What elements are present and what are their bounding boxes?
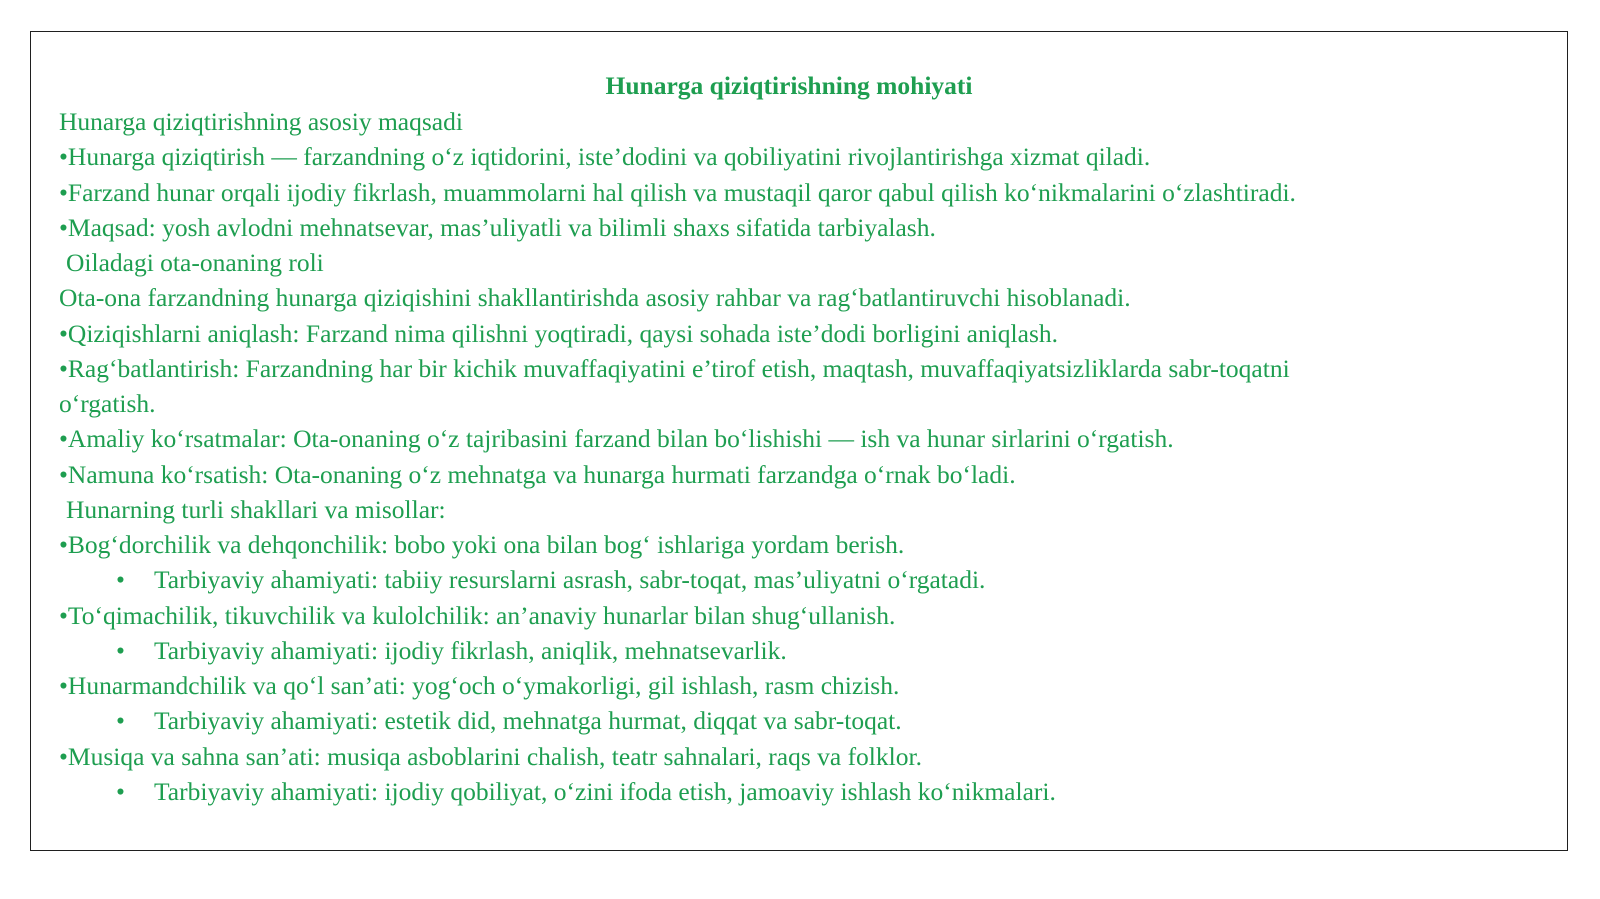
- craft-item-2: •To‘qimachilik, tikuvchilik va kulolchilik: an’anaviy hunarlar bilan shug‘ullanish.: [59, 600, 896, 630]
- parents-role-bullet-1: •Qiziqishlarni aniqlash: Farzand nima qilishni yoqtiradi, qaysi sohada iste’dodi borligini aniqlash.: [59, 318, 1059, 348]
- craft-item-1: •Bog‘dorchilik va dehqonchilik: bobo yoki ona bilan bog‘ ishlariga yordam berish.: [59, 530, 905, 559]
- slide-content: [59, 68, 1519, 809]
- goal-bullet-2: •Farzand hunar orqali ijodiy fikrlash, muammolarni hal qilish va mustaqil qaror qabul qilish ko‘nikmalarini o‘zlashtiradi.: [59, 177, 1296, 207]
- craft-item-1-sub: [59, 562, 1519, 597]
- section-heading-craft-forms: Hunarning turli shakllari va misollar:: [66, 494, 446, 524]
- craft-item-4-sub: [59, 774, 1519, 809]
- section-heading-parents-role: Oiladagi ota-onaning roli: [66, 248, 324, 277]
- parents-role-bullet-2-line-2: o‘rgatish.: [59, 389, 156, 418]
- craft-item-4-sub-text: Tarbiyaviy ahamiyati: ijodiy qobiliyat, o‘zini ifoda etish, jamoaviy ishlash ko‘nikmalari.: [154, 776, 1056, 806]
- craft-item-1-sub-text: Tarbiyaviy ahamiyati: tabiiy resurslarni asrash, sabr-toqat, mas’uliyatni o‘rgatadi.: [154, 565, 986, 595]
- section-heading-goal: Hunarga qiziqtirishning asosiy maqsadi: [59, 107, 463, 136]
- parents-role-bullet-2-line-1: •Rag‘batlantirish: Farzandning har bir kichik muvaffaqiyatini e’tirof etish, maqtash, muvaffaqiyatsizliklarda sabr-toqatni: [59, 353, 1290, 383]
- parents-role-bullet-4: •Namuna ko‘rsatish: Ota-onaning o‘z mehnatga va hunarga hurmati farzandga o‘rnak bo‘ladi.: [59, 459, 1016, 489]
- goal-bullet-3: •Maqsad: yosh avlodni mehnatsevar, mas’uliyatli va bilimli shaxs sifatida tarbiyalash.: [59, 212, 936, 242]
- sub-bullet-dot: •: [116, 776, 125, 806]
- craft-item-4: •Musiqa va sahna san’ati: musiqa asboblarini chalish, teatr sahnalari, raqs va folklor.: [59, 741, 922, 771]
- slide-title: Hunarga qiziqtirishning mohiyati: [605, 71, 973, 100]
- craft-item-3-sub-text: Tarbiyaviy ahamiyati: estetik did, mehnatga hurmat, diqqat va sabr-toqat.: [154, 706, 902, 736]
- craft-item-2-sub-text: Tarbiyaviy ahamiyati: ijodiy fikrlash, aniqlik, mehnatsevarlik.: [154, 635, 787, 665]
- sub-bullet-dot: •: [116, 635, 125, 665]
- goal-bullet-1: •Hunarga qiziqtirish — farzandning o‘z iqtidorini, iste’dodini va qobiliyatini rivojlantirishga xizmat qiladi.: [59, 142, 1151, 172]
- sub-bullet-dot: •: [116, 565, 125, 595]
- craft-item-3-sub: [59, 703, 1519, 738]
- craft-item-2-sub: [59, 633, 1519, 668]
- parents-role-intro: Ota-ona farzandning hunarga qiziqishini shakllantirishda asosiy rahbar va rag‘batlantiruvchi hisoblanadi.: [59, 283, 1131, 313]
- craft-item-3: •Hunarmandchilik va qo‘l san’ati: yog‘och o‘ymakorligi, gil ishlash, rasm chizish.: [59, 671, 900, 700]
- sub-bullet-dot: •: [116, 706, 125, 736]
- parents-role-bullet-3: •Amaliy ko‘rsatmalar: Ota-onaning o‘z tajribasini farzand bilan bo‘lishishi — ish va hunar sirlarini o‘rgatish.: [59, 424, 1174, 454]
